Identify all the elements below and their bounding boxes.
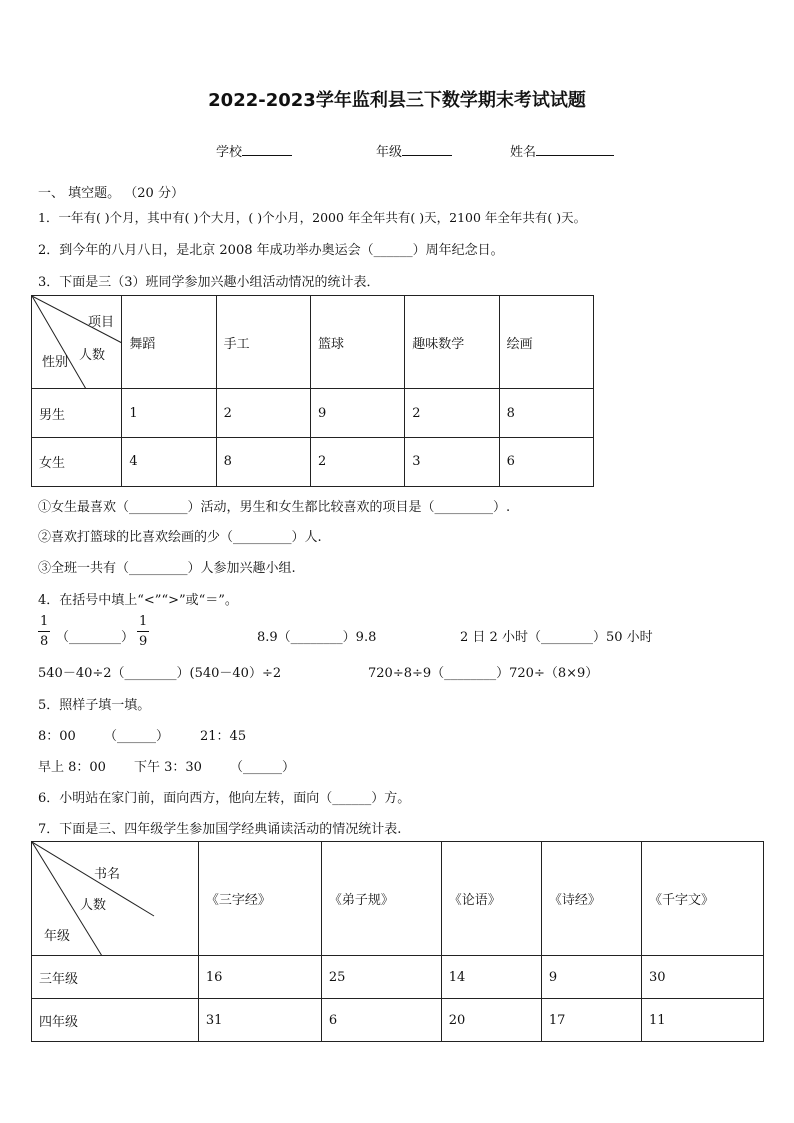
time-morning: 早上 8：00 xyxy=(38,760,106,775)
grade-blank[interactable] xyxy=(402,143,452,156)
section-heading: 一、 填空题。 （20 分） xyxy=(38,186,184,201)
table-cell: 31 xyxy=(198,999,321,1042)
table-cell: 30 xyxy=(641,956,763,999)
table-cell: 2 xyxy=(216,389,310,437)
question-4-stem: 4．在括号中填上“<”“>”或“＝”。 xyxy=(38,593,238,608)
table-cell: 2 xyxy=(310,437,404,486)
school-blank[interactable] xyxy=(242,143,292,156)
compare-item-decimal: 8.9（________）9.8 xyxy=(257,630,377,645)
compare-item-time: 2 日 2 小时（________）50 小时 xyxy=(460,630,653,645)
column-header: 《弟子规》 xyxy=(321,842,441,956)
fraction-denominator: 8 xyxy=(40,634,49,649)
table-cell: 17 xyxy=(541,999,641,1042)
corner-label-bottom: 性别 xyxy=(42,355,69,370)
time-answer-blank-1[interactable]: （______） xyxy=(104,729,170,744)
fraction-one-eighth xyxy=(38,614,50,649)
grade-label: 年级 xyxy=(376,145,403,160)
time-example-right: 21：45 xyxy=(200,729,247,744)
compare-item-expression-2: 720÷8÷9（________）720÷（8×9） xyxy=(368,666,599,681)
table-cell: 8 xyxy=(216,437,310,486)
table-cell: 20 xyxy=(441,999,541,1042)
school-field[interactable] xyxy=(216,141,292,160)
name-label: 姓名 xyxy=(510,145,537,160)
row-label: 男生 xyxy=(32,389,122,437)
corner-label-mid: 人数 xyxy=(79,348,106,363)
table-cell: 9 xyxy=(310,389,404,437)
corner-label-top: 书名 xyxy=(94,867,121,882)
table-cell: 25 xyxy=(321,956,441,999)
table-cell: 6 xyxy=(321,999,441,1042)
table-row xyxy=(32,999,764,1042)
time-example-left: 8：00 xyxy=(38,729,76,744)
name-field[interactable] xyxy=(510,141,614,160)
table-cell: 3 xyxy=(405,437,499,486)
question-3-sub-3: ③全班一共有（_________）人参加兴趣小组. xyxy=(38,561,296,576)
table-cell: 6 xyxy=(499,437,593,486)
corner-label-mid: 人数 xyxy=(80,898,107,913)
table-cell: 8 xyxy=(499,389,593,437)
question-3-stem: 3．下面是三（3）班同学参加兴趣小组活动情况的统计表． xyxy=(38,275,380,290)
table-cell: 9 xyxy=(541,956,641,999)
column-header: 绘画 xyxy=(499,296,593,389)
grade-field[interactable] xyxy=(376,141,452,160)
compare-item-expression-1: 540－40÷2（________）(540－40）÷2 xyxy=(38,666,282,681)
table-cell: 4 xyxy=(122,437,216,486)
question-2: 2．到今年的八月八日，是北京 2008 年成功举办奥运会（______）周年纪念日。 xyxy=(38,243,504,258)
row-label: 女生 xyxy=(32,437,122,486)
name-blank[interactable] xyxy=(536,143,614,156)
column-header: 趣味数学 xyxy=(405,296,499,389)
question-3-sub-2: ②喜欢打篮球的比喜欢绘画的少（_________）人. xyxy=(38,530,322,545)
column-header: 舞蹈 xyxy=(122,296,216,389)
interest-group-table xyxy=(31,295,594,487)
row-label: 三年级 xyxy=(32,956,199,999)
table-cell: 2 xyxy=(405,389,499,437)
table-cell: 1 xyxy=(122,389,216,437)
table-row xyxy=(32,437,594,486)
column-header: 手工 xyxy=(216,296,310,389)
fraction-denominator: 9 xyxy=(139,634,148,649)
classics-reading-table xyxy=(31,841,764,1042)
time-afternoon: 下午 3：30 xyxy=(134,760,202,775)
fraction-compare-blank[interactable]: （________） xyxy=(56,630,135,645)
diagonal-lines xyxy=(32,296,122,389)
table-corner-header xyxy=(32,296,122,389)
fraction-numerator: 1 xyxy=(38,614,50,632)
corner-label-bottom: 年级 xyxy=(44,929,71,944)
column-header: 篮球 xyxy=(310,296,404,389)
column-header: 《三字经》 xyxy=(198,842,321,956)
question-7-stem: 7．下面是三、四年级学生参加国学经典诵读活动的情况统计表. xyxy=(38,822,402,837)
question-3-sub-1: ①女生最喜欢（_________）活动，男生和女生都比较喜欢的项目是（_________）. xyxy=(38,500,511,515)
table-row xyxy=(32,389,594,437)
question-6: 6．小明站在家门前，面向西方，他向左转，面向（______）方。 xyxy=(38,791,411,806)
column-header: 《论语》 xyxy=(441,842,541,956)
row-label: 四年级 xyxy=(32,999,199,1042)
column-header: 《千字文》 xyxy=(641,842,763,956)
table-cell: 16 xyxy=(198,956,321,999)
table-cell: 14 xyxy=(441,956,541,999)
table-cell: 11 xyxy=(641,999,763,1042)
question-1: 1．一年有( )个月，其中有( )个大月，( )个小月，2000 年全年共有( )天，2100 年全年共有( )天。 xyxy=(38,210,587,225)
school-label: 学校 xyxy=(216,145,243,160)
time-answer-blank-2[interactable]: （______） xyxy=(230,760,296,775)
fraction-one-ninth xyxy=(137,614,149,649)
corner-label-top: 项目 xyxy=(88,315,115,330)
question-5-stem: 5．照样子填一填。 xyxy=(38,698,151,713)
fraction-numerator: 1 xyxy=(137,614,149,632)
table-row xyxy=(32,956,764,999)
table-corner-header xyxy=(32,842,199,956)
page-title: 2022-2023学年监利县三下数学期末考试试题 xyxy=(208,90,586,111)
column-header: 《诗经》 xyxy=(541,842,641,956)
